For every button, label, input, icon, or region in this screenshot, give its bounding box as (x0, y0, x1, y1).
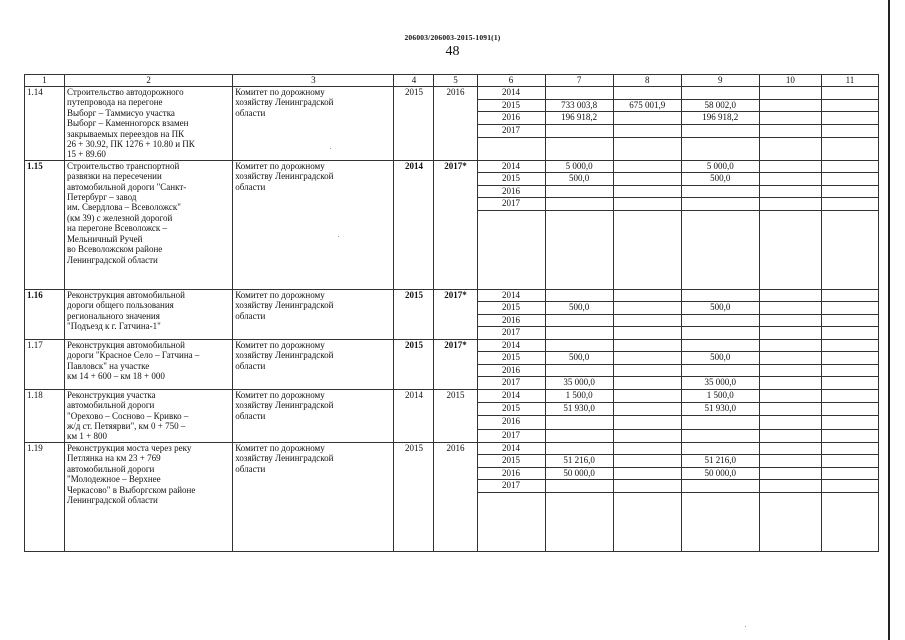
entry-executor-line: хозяйству Ленинградской (235, 453, 334, 464)
start-year: 2014 (394, 389, 434, 442)
funding-value-col10 (759, 339, 821, 352)
funding-year: 2015 (477, 99, 545, 112)
entry-name-line: ж/д ст. Петяярви", км 0 + 750 – (67, 421, 186, 432)
funding-value-col10 (759, 377, 821, 390)
funding-value-col11 (821, 403, 878, 416)
funding-value-col8 (613, 429, 681, 442)
funding-value-col11 (821, 455, 878, 468)
end-year: 2017* (434, 160, 477, 289)
funding-value-col7: 500,0 (545, 302, 613, 315)
funding-value-col10 (759, 467, 821, 480)
funding-value-col10 (759, 185, 821, 198)
funding-value-col10 (759, 389, 821, 402)
funding-value-col9 (681, 124, 759, 137)
funding-value-col8 (613, 289, 681, 302)
entry-name (65, 339, 233, 389)
funding-value-col8 (613, 314, 681, 327)
entry-name-line: Выборг – Каменногорск взамен (67, 118, 189, 129)
funding-value-col10 (759, 416, 821, 429)
entry-name-line: Выборг – Таммисуо участка (67, 107, 175, 118)
funding-value-col11 (821, 124, 878, 137)
entry-number: 1.19 (25, 442, 65, 551)
start-year: 2015 (394, 87, 434, 161)
funding-value-col10 (759, 352, 821, 365)
funding-value-col8 (613, 467, 681, 480)
entry-name-line: Петлянка на км 23 + 769 (67, 453, 161, 464)
empty-cell (759, 492, 821, 551)
funding-value-col11 (821, 185, 878, 198)
entry-executor-line: хозяйству Ленинградской (235, 350, 334, 361)
funding-year: 2017 (477, 480, 545, 493)
entry-number: 1.14 (25, 87, 65, 161)
entry-name-line: Реконструкция участка (67, 389, 156, 400)
end-year: 2016 (434, 87, 477, 161)
funding-value-col10 (759, 112, 821, 125)
funding-year: 2016 (477, 112, 545, 125)
entry-name-line: 15 + 89.60 (67, 149, 106, 160)
funding-value-col10 (759, 364, 821, 377)
col-header: 1 (25, 75, 65, 87)
entry-name-line: "Молодежное – Верхнее (67, 474, 161, 485)
funding-value-col9: 58 002,0 (681, 99, 759, 112)
funding-value-col8 (613, 455, 681, 468)
entry-name-line: Строительство автодорожного (67, 87, 184, 97)
empty-cell (821, 210, 878, 289)
entry-name-line: км 14 + 600 – км 18 + 000 (67, 371, 165, 382)
funding-value-col9 (681, 364, 759, 377)
funding-value-col11 (821, 429, 878, 442)
funding-value-col11 (821, 173, 878, 186)
empty-cell (613, 210, 681, 289)
funding-value-col9: 500,0 (681, 302, 759, 315)
empty-cell (821, 492, 878, 551)
entry-name-line: им. Свердлова – Всеволожск" (67, 202, 181, 213)
funding-value-col8 (613, 124, 681, 137)
funding-value-col10 (759, 289, 821, 302)
entry-name-line: Павловск" на участке (67, 360, 150, 371)
funding-value-col7: 500,0 (545, 173, 613, 186)
funding-value-col11 (821, 198, 878, 211)
col-header: 4 (394, 75, 434, 87)
entry-executor-line: хозяйству Ленинградской (235, 400, 334, 411)
funding-value-col9 (681, 198, 759, 211)
entry-name-line: Ленинградской области (67, 254, 158, 265)
funding-value-col7: 51 216,0 (545, 455, 613, 468)
entry-executor-line: хозяйству Ленинградской (235, 300, 334, 311)
funding-year: 2017 (477, 377, 545, 390)
funding-year: 2015 (477, 403, 545, 416)
entry-executor-line: области (235, 107, 266, 118)
funding-value-col8 (613, 403, 681, 416)
funding-year: 2017 (477, 327, 545, 340)
funding-value-col7 (545, 480, 613, 493)
funding-value-col7: 733 003,8 (545, 99, 613, 112)
funding-value-col9 (681, 442, 759, 455)
funding-value-col7: 35 000,0 (545, 377, 613, 390)
funding-value-col8 (613, 364, 681, 377)
empty-cell (477, 492, 545, 551)
funding-value-col7 (545, 364, 613, 377)
entry-name-line: автомобильной дороги "Санкт- (67, 181, 187, 192)
empty-cell (681, 492, 759, 551)
start-year: 2015 (394, 339, 434, 389)
empty-cell (545, 210, 613, 289)
funding-value-col11 (821, 480, 878, 493)
entry-executor-line: хозяйству Ленинградской (235, 97, 334, 108)
funding-value-col9: 500,0 (681, 173, 759, 186)
funding-year: 2014 (477, 289, 545, 302)
entry-executor (233, 339, 394, 389)
funding-value-col11 (821, 160, 878, 173)
entry-name-line: на перегоне Всеволожск – (67, 223, 168, 234)
funding-value-col11 (821, 352, 878, 365)
funding-value-col10 (759, 455, 821, 468)
entry-name-line: Реконструкция автомобильной (67, 289, 185, 300)
entry-name-line: Ленинградской области (67, 494, 158, 505)
end-year: 2017* (434, 289, 477, 339)
funding-year: 2014 (477, 160, 545, 173)
col-header: 8 (613, 75, 681, 87)
funding-value-col11 (821, 377, 878, 390)
col-header: 11 (821, 75, 878, 87)
funding-value-col7: 1 500,0 (545, 389, 613, 402)
funding-value-col8 (613, 352, 681, 365)
funding-value-col7: 51 930,0 (545, 403, 613, 416)
funding-value-col7: 500,0 (545, 352, 613, 365)
funding-value-col11 (821, 389, 878, 402)
entry-executor (233, 389, 394, 442)
funding-value-col7 (545, 416, 613, 429)
funding-value-col7 (545, 442, 613, 455)
funding-value-col9: 5 000,0 (681, 160, 759, 173)
entry-name-line: автомобильной дороги (67, 463, 155, 474)
funding-value-col8 (613, 339, 681, 352)
entry-name-line: "Подъезд к г. Гатчина-1" (67, 321, 161, 332)
empty-cell (821, 137, 878, 160)
funding-value-col11 (821, 327, 878, 340)
funding-value-col8 (613, 185, 681, 198)
funding-value-col10 (759, 87, 821, 100)
scan-speck (338, 236, 339, 237)
entry-number: 1.15 (25, 160, 65, 289)
empty-cell (477, 137, 545, 160)
funding-value-col11 (821, 467, 878, 480)
entry-executor-line: хозяйству Ленинградской (235, 171, 334, 182)
table-row (25, 339, 879, 352)
funding-value-col9 (681, 87, 759, 100)
entry-name-line: Петербург – завод (67, 192, 137, 203)
funding-value-col9 (681, 327, 759, 340)
funding-year: 2016 (477, 467, 545, 480)
column-number-row (25, 75, 879, 87)
entry-executor-line: Комитет по дорожному (235, 339, 325, 350)
funding-value-col8 (613, 302, 681, 315)
entry-name (65, 289, 233, 339)
funding-value-col9: 1 500,0 (681, 389, 759, 402)
funding-value-col8 (613, 480, 681, 493)
entry-name-line: во Всеволожском районе (67, 244, 163, 255)
funding-year: 2015 (477, 455, 545, 468)
empty-cell (545, 137, 613, 160)
funding-value-col7 (545, 429, 613, 442)
empty-cell (613, 492, 681, 551)
funding-value-col8 (613, 327, 681, 340)
entry-executor-line: Комитет по дорожному (235, 87, 325, 97)
entry-name-line: Реконструкция автомобильной (67, 339, 185, 350)
page-number: 48 (445, 44, 460, 59)
funding-value-col8 (613, 160, 681, 173)
entry-number: 1.16 (25, 289, 65, 339)
funding-value-col7 (545, 314, 613, 327)
funding-value-col8 (613, 442, 681, 455)
start-year: 2015 (394, 289, 434, 339)
funding-value-col9: 50 000,0 (681, 467, 759, 480)
funding-value-col9 (681, 416, 759, 429)
funding-value-col11 (821, 314, 878, 327)
entry-name-line: км 1 + 800 (67, 431, 107, 442)
funding-value-col11 (821, 339, 878, 352)
funding-value-col7: 50 000,0 (545, 467, 613, 480)
col-header: 7 (545, 75, 613, 87)
empty-cell (681, 210, 759, 289)
funding-year: 2017 (477, 429, 545, 442)
entry-name (65, 87, 233, 161)
funding-value-col7: 5 000,0 (545, 160, 613, 173)
funding-value-col9 (681, 429, 759, 442)
entry-name-line: дороги "Красное Село – Гатчина – (67, 350, 200, 361)
page-right-border (888, 0, 890, 640)
entry-executor-line: Комитет по дорожному (235, 289, 325, 300)
entry-executor (233, 160, 394, 289)
funding-value-col8 (613, 87, 681, 100)
entry-name-line: путепровода на перегоне (67, 97, 163, 108)
funding-year: 2016 (477, 364, 545, 377)
entry-name-line: Строительство транспортной (67, 160, 180, 171)
funding-value-col7 (545, 87, 613, 100)
funding-value-col9: 35 000,0 (681, 377, 759, 390)
table-row (25, 160, 879, 173)
funding-value-col10 (759, 327, 821, 340)
funding-year: 2014 (477, 442, 545, 455)
funding-value-col10 (759, 314, 821, 327)
funding-year: 2015 (477, 302, 545, 315)
entry-name-line: автомобильной дороги (67, 400, 155, 411)
funding-year: 2016 (477, 185, 545, 198)
funding-value-col8 (613, 112, 681, 125)
end-year: 2017* (434, 339, 477, 389)
empty-cell (759, 210, 821, 289)
scan-speck (330, 148, 331, 149)
end-year: 2016 (434, 442, 477, 551)
funding-year: 2017 (477, 198, 545, 211)
entry-name-line: закрываемых переездов на ПК (67, 128, 185, 139)
funding-value-col9 (681, 185, 759, 198)
entry-name (65, 442, 233, 551)
funding-value-col7: 196 918,2 (545, 112, 613, 125)
funding-value-col10 (759, 442, 821, 455)
empty-cell (545, 492, 613, 551)
entry-number: 1.17 (25, 339, 65, 389)
empty-cell (759, 137, 821, 160)
funding-value-col11 (821, 99, 878, 112)
start-year: 2015 (394, 442, 434, 551)
funding-value-col9 (681, 314, 759, 327)
funding-value-col8 (613, 389, 681, 402)
funding-year: 2015 (477, 173, 545, 186)
entry-executor (233, 87, 394, 161)
funding-value-col8 (613, 173, 681, 186)
entry-name-line: 26 + 30.92, ПК 1276 + 10.80 и ПК (67, 139, 195, 150)
funding-value-col11 (821, 302, 878, 315)
funding-value-col9: 500,0 (681, 352, 759, 365)
funding-year: 2017 (477, 124, 545, 137)
funding-year: 2014 (477, 389, 545, 402)
entry-executor-line: области (235, 181, 266, 192)
funding-value-col10 (759, 173, 821, 186)
funding-value-col8 (613, 377, 681, 390)
funding-year: 2015 (477, 352, 545, 365)
table-row (25, 87, 879, 100)
col-header: 5 (434, 75, 477, 87)
funding-value-col10 (759, 429, 821, 442)
funding-value-col11 (821, 442, 878, 455)
funding-value-col9: 51 216,0 (681, 455, 759, 468)
table-row (25, 289, 879, 302)
funding-value-col9 (681, 289, 759, 302)
funding-value-col8 (613, 416, 681, 429)
funding-value-col10 (759, 480, 821, 493)
entry-name-line: (км 39) с железной дорогой (67, 212, 173, 223)
scan-speck (745, 626, 746, 627)
entry-executor-line: области (235, 410, 266, 421)
funding-value-col11 (821, 112, 878, 125)
col-header: 3 (233, 75, 394, 87)
funding-value-col10 (759, 124, 821, 137)
program-table (24, 74, 879, 552)
funding-year: 2014 (477, 339, 545, 352)
entry-name-line: Черкасово" в Выборгском районе (67, 484, 196, 495)
end-year: 2015 (434, 389, 477, 442)
funding-year: 2016 (477, 314, 545, 327)
entry-name (65, 160, 233, 289)
funding-value-col9 (681, 339, 759, 352)
funding-value-col7 (545, 339, 613, 352)
funding-value-col9: 196 918,2 (681, 112, 759, 125)
entry-name-line: дороги общего пользования (67, 300, 174, 311)
entry-name-line: регионального значения (67, 310, 160, 321)
entry-executor-line: Комитет по дорожному (235, 442, 325, 453)
col-header: 2 (65, 75, 233, 87)
col-header: 6 (477, 75, 545, 87)
funding-value-col11 (821, 87, 878, 100)
funding-value-col7 (545, 124, 613, 137)
funding-year: 2014 (477, 87, 545, 100)
entry-executor-line: Комитет по дорожному (235, 160, 325, 171)
funding-value-col11 (821, 364, 878, 377)
funding-year: 2016 (477, 416, 545, 429)
empty-cell (613, 137, 681, 160)
entry-executor (233, 442, 394, 551)
entry-name-line: Реконструкция моста через реку (67, 442, 192, 453)
table-row (25, 442, 879, 455)
col-header: 9 (681, 75, 759, 87)
funding-value-col7 (545, 327, 613, 340)
funding-value-col9: 51 930,0 (681, 403, 759, 416)
entry-executor-line: области (235, 463, 266, 474)
empty-cell (681, 137, 759, 160)
entry-executor (233, 289, 394, 339)
funding-value-col9 (681, 480, 759, 493)
funding-value-col8: 675 001,9 (613, 99, 681, 112)
funding-value-col7 (545, 185, 613, 198)
empty-cell (477, 210, 545, 289)
entry-name-line: "Орехово – Сосново – Кривко – (67, 410, 189, 421)
entry-name-line: развязки на пересечении (67, 171, 162, 182)
entry-executor-line: области (235, 310, 266, 321)
funding-value-col10 (759, 302, 821, 315)
entry-executor-line: области (235, 360, 266, 371)
document-id: 206003/206003-2015-1091(1) (404, 33, 501, 42)
funding-value-col11 (821, 289, 878, 302)
entry-executor-line: Комитет по дорожному (235, 389, 325, 400)
entry-number: 1.18 (25, 389, 65, 442)
funding-value-col10 (759, 198, 821, 211)
funding-value-col11 (821, 416, 878, 429)
start-year: 2014 (394, 160, 434, 289)
funding-value-col10 (759, 160, 821, 173)
table-row (25, 389, 879, 402)
funding-value-col8 (613, 198, 681, 211)
col-header: 10 (759, 75, 821, 87)
funding-value-col10 (759, 403, 821, 416)
entry-name-line: Мельничный Ручей (67, 233, 143, 244)
entry-name (65, 389, 233, 442)
funding-value-col10 (759, 99, 821, 112)
funding-value-col7 (545, 198, 613, 211)
funding-value-col7 (545, 289, 613, 302)
